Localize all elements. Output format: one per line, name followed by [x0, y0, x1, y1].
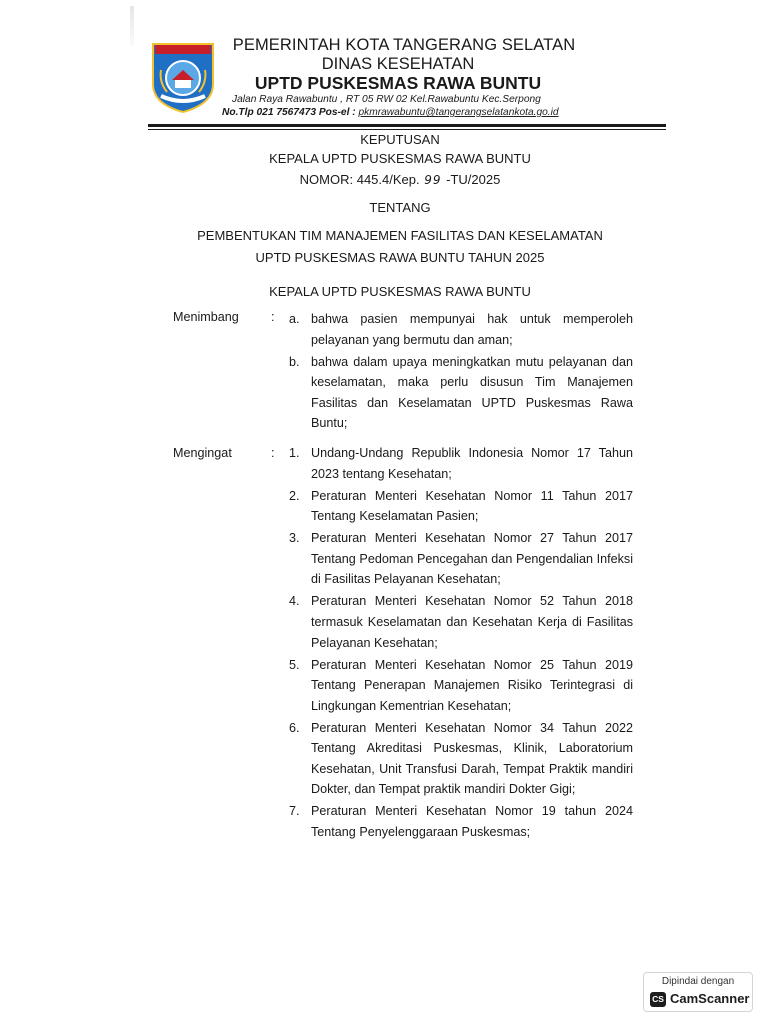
- mengingat-item-text: Peraturan Menteri Kesehatan Nomor 27 Tahun 2017 Tentang Pedoman Pencegahan dan Pengendalian Infeksi di Fasilitas Pelayanan Kesehatan;: [311, 531, 633, 587]
- mengingat-item-text: Peraturan Menteri Kesehatan Nomor 52 Tahun 2018 termasuk Keselamatan dan Kesehatan Kerja di Fasilitas Pelayanan Kesehatan;: [311, 594, 633, 650]
- header-government: PEMERINTAH KOTA TANGERANG SELATAN: [232, 36, 576, 54]
- title-kepala-repeat: KEPALA UPTD PUSKESMAS RAWA BUNTU: [269, 284, 531, 299]
- title-keputusan: KEPUTUSAN: [360, 132, 440, 147]
- title-tentang: TENTANG: [369, 200, 431, 215]
- header-email-link[interactable]: pkmrawabuntu@tangerangselatankota.go.id: [358, 107, 559, 118]
- header-institution: UPTD PUSKESMAS RAWA BUNTU: [254, 73, 542, 93]
- header-rule-thick: [148, 124, 666, 127]
- title-subject-line1: PEMBENTUKAN TIM MANAJEMEN FASILITAS DAN KESELAMATAN: [197, 228, 603, 243]
- mengingat-item: [289, 801, 633, 842]
- camscanner-caption: Dipindai dengan: [661, 976, 735, 987]
- mengingat-item: [289, 591, 633, 653]
- mengingat-item: [289, 528, 633, 590]
- mengingat-item-text: Peraturan Menteri Kesehatan Nomor 34 Tahun 2022 Tentang Akreditasi Puskesmas, Klinik, Laboratorium Kesehatan, Unit Transfusi Darah, Tempat Praktik mandiri Dokter, dan Tempat praktik mandiri Dokter Gigi;: [311, 720, 633, 797]
- tangerang-selatan-logo-icon: [147, 40, 219, 114]
- header-address: Jalan Raya Rawabuntu , RT 05 RW 02 Kel.Rawabuntu Kec.Serpong: [232, 94, 541, 105]
- mengingat-item-marker: 5.: [289, 657, 300, 672]
- nomor-handwritten-number: 99: [424, 173, 442, 187]
- menimbang-item-text: bahwa dalam upaya meningkatkan mutu pelayanan dan keselamatan, maka perlu disusun Tim Manajemen Fasilitas dan Keselamatan UPTD Puskesmas Rawa Buntu;: [311, 354, 633, 431]
- menimbang-item-marker: a.: [289, 312, 300, 326]
- title-kepala: KEPALA UPTD PUSKESMAS RAWA BUNTU: [269, 151, 531, 166]
- mengingat-item-marker: 7.: [289, 804, 300, 819]
- header-contact: [222, 107, 602, 118]
- header-rule-thin: [148, 129, 666, 130]
- title-subject-line2: UPTD PUSKESMAS RAWA BUNTU TAHUN 2025: [255, 250, 545, 265]
- mengingat-item-text: Undang-Undang Republik Indonesia Nomor 17 Tahun 2023 tentang Kesehatan;: [311, 446, 633, 481]
- camscanner-logo-icon: CS: [650, 992, 666, 1007]
- mengingat-item-text: Peraturan Menteri Kesehatan Nomor 25 Tahun 2019 Tentang Penerapan Manajemen Risiko Terintegrasi di Lingkungan Kementrian Kesehatan;: [311, 657, 633, 713]
- mengingat-label: Mengingat: [173, 446, 232, 460]
- title-nomor: [130, 172, 670, 187]
- mengingat-item-text: Peraturan Menteri Kesehatan Nomor 11 Tahun 2017 Tentang Keselamatan Pasien;: [311, 488, 633, 524]
- header-department: DINAS KESEHATAN: [321, 55, 475, 73]
- mengingat-item: [289, 443, 633, 484]
- camscanner-watermark: [643, 972, 753, 1012]
- nomor-suffix: -TU/2025: [446, 172, 501, 187]
- scan-edge-artifact: [130, 6, 134, 46]
- menimbang-item: [289, 309, 633, 350]
- mengingat-item: [289, 486, 633, 527]
- mengingat-item-marker: 1.: [289, 446, 300, 460]
- mengingat-item-marker: 6.: [289, 720, 300, 735]
- camscanner-app-name: CamScanner: [670, 991, 750, 1006]
- mengingat-list: [289, 443, 633, 844]
- menimbang-item-text: bahwa pasien mempunyai hak untuk memperoleh pelayanan yang bermutu dan aman;: [311, 312, 633, 347]
- menimbang-colon: :: [271, 310, 275, 324]
- nomor-prefix: NOMOR: 445.4/Kep.: [299, 172, 420, 187]
- mengingat-item-marker: 4.: [289, 594, 300, 609]
- mengingat-item: [289, 718, 633, 800]
- mengingat-item-marker: 3.: [289, 531, 300, 546]
- menimbang-label: Menimbang: [173, 310, 239, 324]
- mengingat-item: [289, 655, 633, 717]
- mengingat-item-text: Peraturan Menteri Kesehatan Nomor 19 tahun 2024 Tentang Penyelenggaraan Puskesmas;: [311, 804, 633, 840]
- mengingat-colon: :: [271, 446, 275, 460]
- menimbang-item-marker: b.: [289, 354, 300, 369]
- menimbang-item: [289, 352, 633, 434]
- menimbang-list: [289, 309, 633, 435]
- mengingat-item-marker: 2.: [289, 488, 300, 503]
- header-phone: No.Tlp 021 7567473 Pos-el :: [222, 107, 356, 118]
